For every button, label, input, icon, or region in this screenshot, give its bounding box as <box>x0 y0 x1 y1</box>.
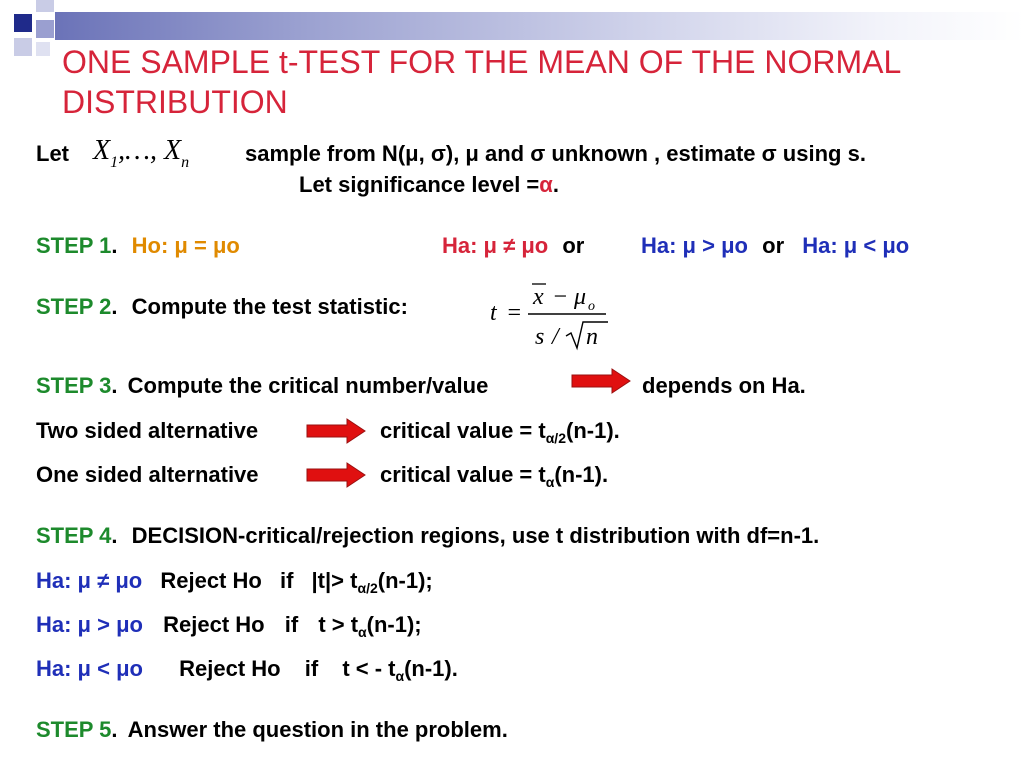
step2-label: STEP 2 <box>36 294 112 319</box>
step5-label: STEP 5 <box>36 717 112 742</box>
sample-math: $X_1,\dots$, $X_n$ <box>93 135 190 171</box>
step2-line: STEP 2. Compute the test statistic: <box>36 294 408 319</box>
two-sided-label: Two sided alternative <box>36 418 259 443</box>
t-formula-svg <box>488 280 618 360</box>
significance-line: Let significance level =α. <box>299 172 559 197</box>
step3-tail: depends on Ha. <box>642 373 806 398</box>
svg-text:/: / <box>552 324 559 350</box>
svg-text:=: = <box>506 300 523 326</box>
step3-line: STEP 3. Compute the critical number/value <box>36 373 489 398</box>
right-arrow-icon <box>305 462 367 488</box>
svg-text:s: s <box>535 324 545 350</box>
step3-label: STEP 3 <box>36 373 112 398</box>
decor-square <box>14 38 32 56</box>
two-sided-value: critical value = $t_{\alpha/2}(n-1)$. <box>380 418 620 446</box>
decor-square <box>36 0 54 12</box>
rule-gt: Ha: μ > μo Reject Ho if $t > t_\alpha(n-1)$; <box>36 612 422 640</box>
step1-ho: Ho: μ = μo <box>131 233 240 258</box>
rule-lt: Ha: μ < μo Reject Ho if t < - $t_\alpha(n-1)$. <box>36 656 458 684</box>
step1-ha-lt: Ha: μ < μo <box>802 233 910 258</box>
decor-square <box>36 20 54 38</box>
svg-text:x: x <box>533 284 544 310</box>
let-text: sample from N(μ, σ), μ and σ unknown , estimate σ using s. <box>245 141 866 166</box>
slide-title: ONE SAMPLE t-TEST FOR THE MEAN OF THE NORMAL DISTRIBUTION <box>62 44 901 120</box>
svg-text:t: t <box>490 300 497 326</box>
alpha-symbol: α <box>539 172 553 197</box>
one-sided-label: One sided alternative <box>36 462 259 487</box>
step1-alternatives: Ha: μ ≠ μo or <box>442 233 585 258</box>
let-prefix: Let <box>36 141 69 166</box>
svg-text:o: o <box>588 299 595 314</box>
step4-line: STEP 4. DECISION-critical/rejection regions, use t distribution with df=n-1. <box>36 523 820 548</box>
step1-ha-neq: Ha: μ ≠ μo <box>442 233 549 258</box>
right-arrow-icon <box>305 418 367 444</box>
svg-text:n: n <box>586 324 598 350</box>
t-statistic-formula <box>488 280 618 360</box>
step1-ha-gt: Ha: μ > μo <box>641 233 748 258</box>
step4-label: STEP 4 <box>36 523 112 548</box>
step1-line: STEP 1. Ho: μ = μo <box>36 233 240 258</box>
right-arrow-icon <box>570 368 632 394</box>
step1-alternatives-2: Ha: μ > μo or Ha: μ < μo <box>641 233 910 258</box>
step1-label: STEP 1 <box>36 233 112 258</box>
rule-neq: Ha: μ ≠ μo Reject Ho if $|t|> t_{\alpha/2}(n-1)$; <box>36 568 433 596</box>
one-sided-value: critical value = $t_\alpha(n-1)$. <box>380 462 609 490</box>
step5-line: STEP 5. Answer the question in the problem. <box>36 717 508 742</box>
decor-square <box>36 42 50 56</box>
let-line <box>36 141 69 167</box>
header-gradient-bar <box>55 12 1024 40</box>
decor-square <box>14 14 32 32</box>
svg-text:−: − <box>552 284 569 310</box>
svg-text:μ: μ <box>574 284 587 310</box>
